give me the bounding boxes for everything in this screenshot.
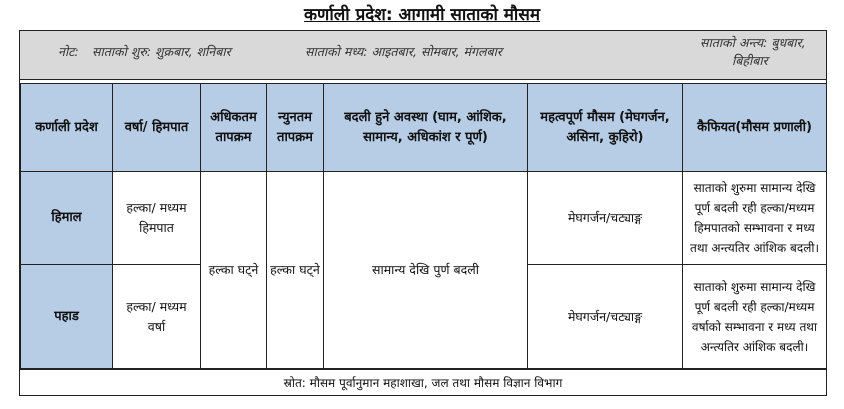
week-note-bar [20, 31, 826, 80]
min-temp-cell: हल्का घट्ने [267, 172, 324, 369]
note-prefix: नोट: [58, 44, 79, 59]
important-weather-cell: मेघगर्जन/चट्याङ्ग [528, 265, 683, 369]
note-week-mid: साताको मध्य: आइतबार, सोमबार, मंगलबार [305, 44, 503, 59]
header-important-weather: महत्वपूर्ण मौसम (मेघगर्जन, असिना, कुहिरो) [528, 84, 683, 172]
remarks-cell: साताको शुरुमा सामान्य देखि पूर्ण बदली रही हल्का/मध्यम हिमपातको सम्भावना र मध्य तथा अन्त्यतिर आंशिक बदली। [683, 172, 827, 265]
note-week-end-line1: साताको अन्त्य: बुधबार, [700, 35, 806, 50]
forecast-frame [19, 30, 827, 396]
precip-cell: हल्का/ मध्यम वर्षा [113, 265, 201, 369]
page-title: कर्णाली प्रदेश: आगामी साताको मौसम [303, 5, 540, 25]
header-remarks: कैफियत(मौसम प्रणाली) [683, 84, 827, 172]
header-max-temp: अधिकतम तापक्रम [201, 84, 267, 172]
table-row [21, 172, 827, 265]
header-cloud: बदली हुने अवस्था (घाम, आंशिक, सामान्य, अधिकांश र पूर्ण) [324, 84, 528, 172]
note-week-start: साताको शुरु: शुक्रबार, शनिबार [92, 44, 231, 59]
important-weather-cell: मेघगर्जन/चट्याङ्ग [528, 172, 683, 265]
region-cell: पहाड [21, 265, 113, 369]
forecast-table [20, 83, 827, 369]
header-min-temp: न्युनतम तापक्रम [267, 84, 324, 172]
header-precip: वर्षा/ हिमपात [113, 84, 201, 172]
header-row [21, 84, 827, 172]
cloud-cell: सामान्य देखि पुर्ण बदली [324, 172, 528, 369]
header-region: कर्णाली प्रदेश [21, 84, 113, 172]
note-week-end-line2: बिहीबार [732, 53, 768, 68]
precip-cell: हल्का/ मध्यम हिमपात [113, 172, 201, 265]
source-line: स्रोत: मौसम पूर्वानुमान महाशाखा, जल तथा मौसम विज्ञान विभाग [20, 369, 826, 396]
region-cell: हिमाल [21, 172, 113, 265]
remarks-cell: साताको शुरुमा सामान्य देखि पूर्ण बदली रही हल्का/मध्यम वर्षाको सम्भावना र मध्य तथा अन्त्यतिर आंशिक बदली। [683, 265, 827, 369]
max-temp-cell: हल्का घट्ने [201, 172, 267, 369]
